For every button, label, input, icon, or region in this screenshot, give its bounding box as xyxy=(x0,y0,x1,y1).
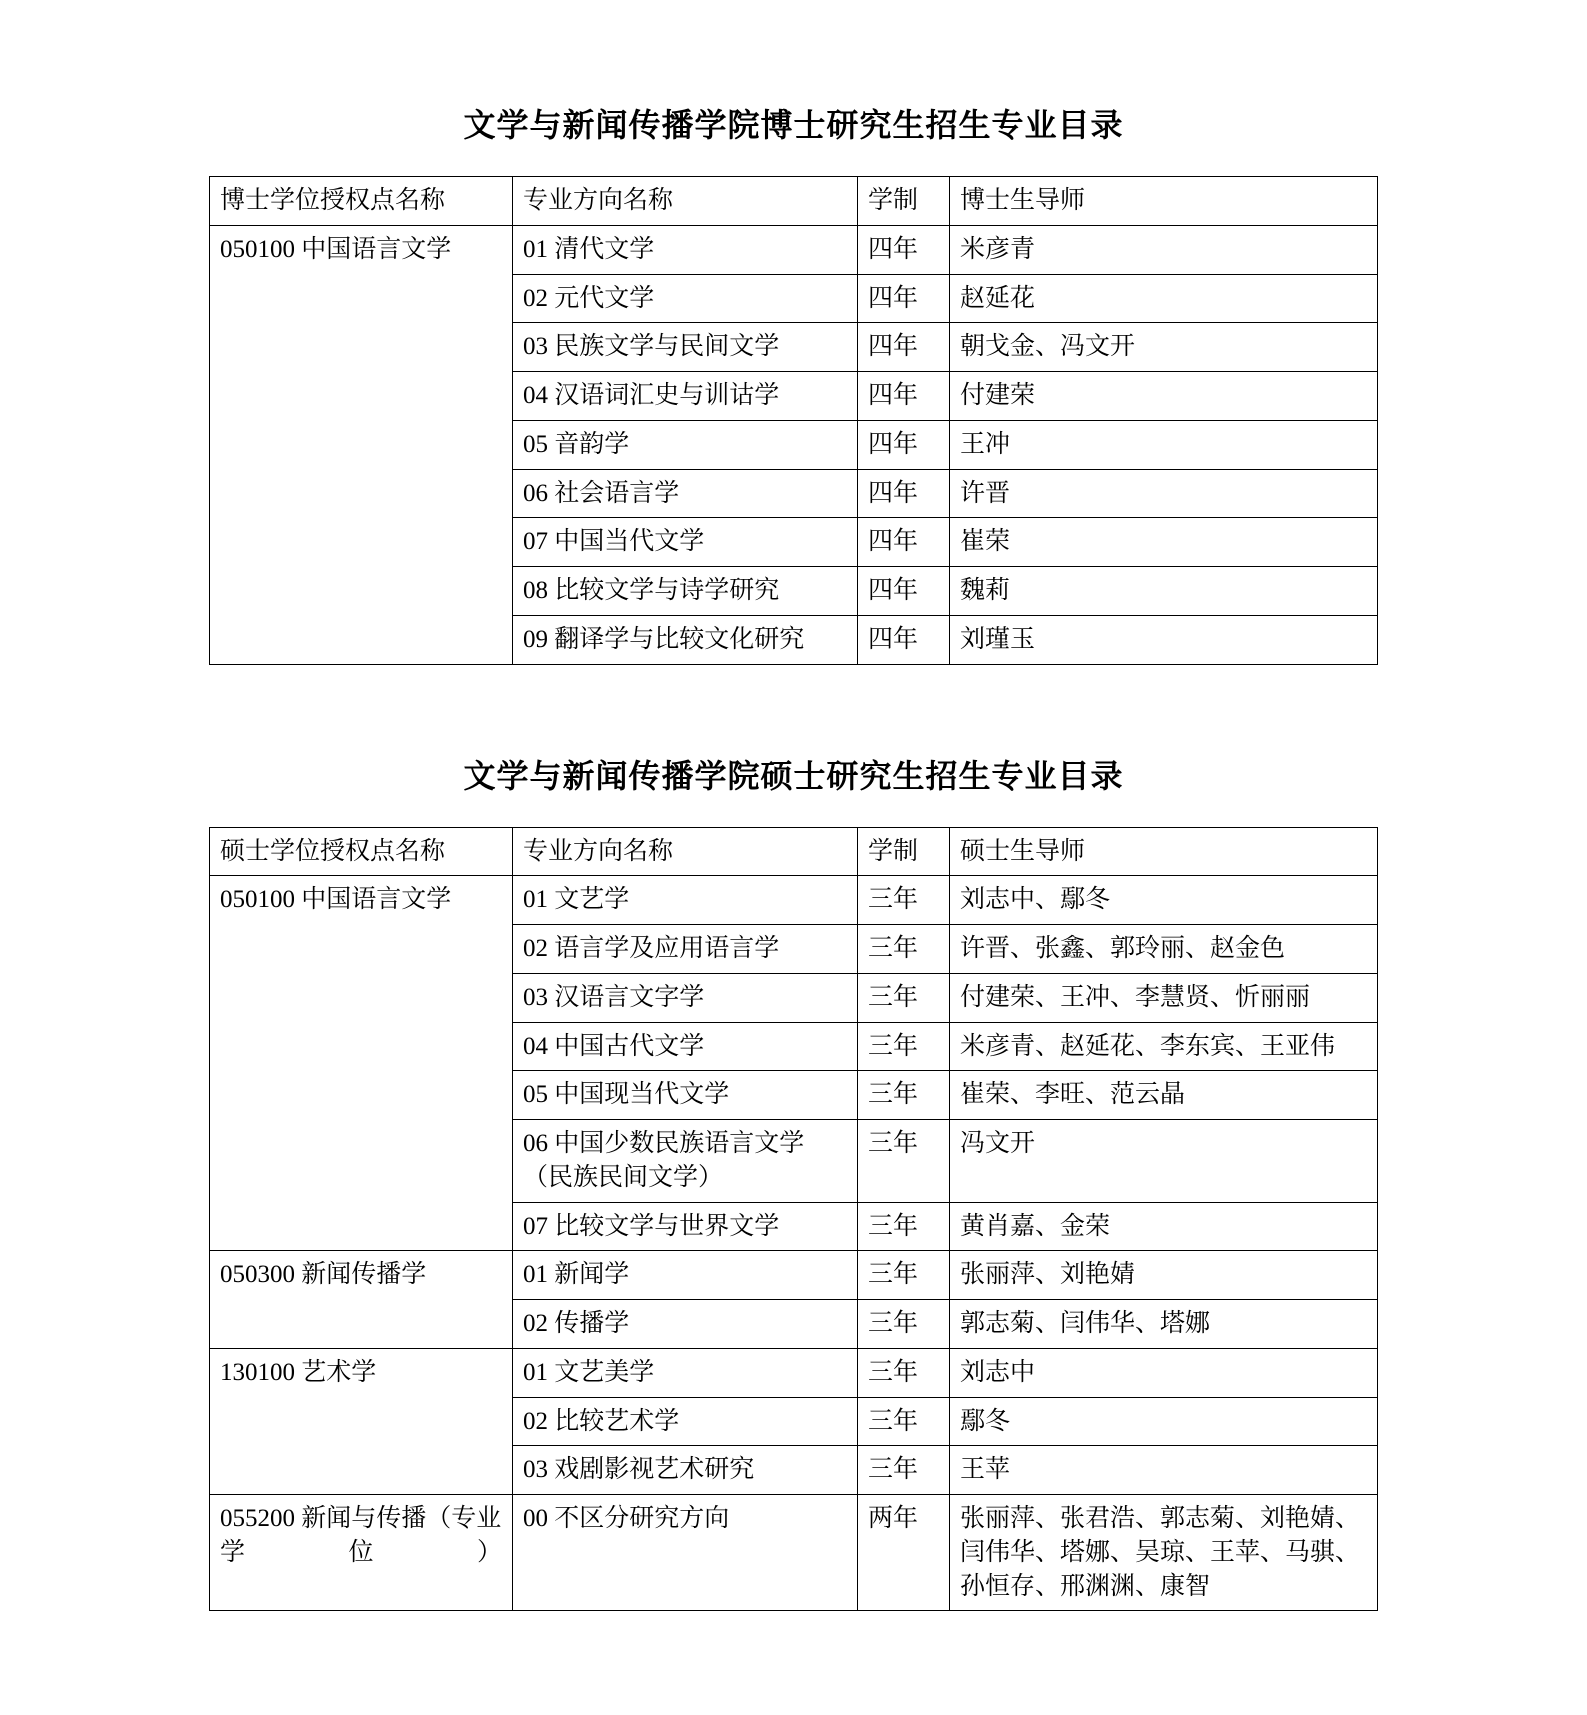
cell-years: 四年 xyxy=(858,323,950,372)
cell-advisors: 刘志中 xyxy=(950,1348,1378,1397)
cell-years: 三年 xyxy=(858,1071,950,1120)
cell-years: 三年 xyxy=(858,1446,950,1495)
cell-years: 四年 xyxy=(858,372,950,421)
table-row xyxy=(210,1495,1378,1611)
cell-years: 三年 xyxy=(858,1120,950,1203)
cell-advisors: 魏莉 xyxy=(950,567,1378,616)
cell-direction: 02 元代文学 xyxy=(513,274,858,323)
cell-advisors: 张丽萍、张君浩、郭志菊、刘艳婧、闫伟华、塔娜、吴琼、王苹、马骐、孙恒存、邢渊渊、康智 xyxy=(950,1495,1378,1611)
cell-years: 四年 xyxy=(858,420,950,469)
cell-direction: 00 不区分研究方向 xyxy=(513,1495,858,1611)
cell-advisors: 许晋、张鑫、郭玲丽、赵金色 xyxy=(950,925,1378,974)
cell-direction: 07 中国当代文学 xyxy=(513,518,858,567)
cell-advisors: 朝戈金、冯文开 xyxy=(950,323,1378,372)
cell-direction: 01 新闻学 xyxy=(513,1251,858,1300)
cell-advisors: 王苹 xyxy=(950,1446,1378,1495)
column-header-years: 学制 xyxy=(858,827,950,876)
table-row xyxy=(210,1251,1378,1300)
cell-advisors: 张丽萍、刘艳婧 xyxy=(950,1251,1378,1300)
cell-advisors: 米彦青、赵延花、李东宾、王亚伟 xyxy=(950,1022,1378,1071)
cell-advisors: 黄肖嘉、金荣 xyxy=(950,1202,1378,1251)
column-header-advisors: 硕士生导师 xyxy=(950,827,1378,876)
cell-years: 三年 xyxy=(858,1022,950,1071)
cell-direction: 01 文艺学 xyxy=(513,876,858,925)
column-header-major: 博士学位授权点名称 xyxy=(210,177,513,226)
doctoral-catalog-table xyxy=(209,176,1378,665)
cell-direction: 02 语言学及应用语言学 xyxy=(513,925,858,974)
cell-advisors: 付建荣、王冲、李慧贤、忻丽丽 xyxy=(950,973,1378,1022)
cell-years: 四年 xyxy=(858,274,950,323)
cell-direction: 09 翻译学与比较文化研究 xyxy=(513,615,858,664)
cell-advisors: 刘瑾玉 xyxy=(950,615,1378,664)
cell-direction: 02 传播学 xyxy=(513,1300,858,1349)
table-row xyxy=(210,1348,1378,1397)
column-header-major: 硕士学位授权点名称 xyxy=(210,827,513,876)
cell-advisors: 郭志菊、闫伟华、塔娜 xyxy=(950,1300,1378,1349)
table-row xyxy=(210,225,1378,274)
cell-direction: 03 戏剧影视艺术研究 xyxy=(513,1446,858,1495)
cell-advisors: 许晋 xyxy=(950,469,1378,518)
section-spacer xyxy=(160,665,1427,751)
cell-years: 三年 xyxy=(858,1348,950,1397)
cell-years: 三年 xyxy=(858,973,950,1022)
cell-years: 三年 xyxy=(858,1397,950,1446)
column-header-advisors: 博士生导师 xyxy=(950,177,1378,226)
cell-major: 130100 艺术学 xyxy=(210,1348,513,1494)
doctoral-catalog-title: 文学与新闻传播学院博士研究生招生专业目录 xyxy=(463,107,1124,143)
cell-direction: 04 中国古代文学 xyxy=(513,1022,858,1071)
cell-advisors: 崔荣、李旺、范云晶 xyxy=(950,1071,1378,1120)
cell-advisors: 刘志中、鄢冬 xyxy=(950,876,1378,925)
cell-years: 三年 xyxy=(858,1251,950,1300)
cell-years: 三年 xyxy=(858,1202,950,1251)
cell-advisors: 王冲 xyxy=(950,420,1378,469)
cell-direction: 01 清代文学 xyxy=(513,225,858,274)
cell-advisors: 崔荣 xyxy=(950,518,1378,567)
table-header-row xyxy=(210,827,1378,876)
table-header-row xyxy=(210,177,1378,226)
column-header-direction: 专业方向名称 xyxy=(513,177,858,226)
cell-major: 055200 新闻与传播（专业学位） xyxy=(210,1495,513,1611)
column-header-years: 学制 xyxy=(858,177,950,226)
master-catalog-title: 文学与新闻传播学院硕士研究生招生专业目录 xyxy=(463,757,1124,794)
cell-years: 两年 xyxy=(858,1495,950,1611)
master-catalog-table xyxy=(209,827,1378,1612)
cell-major: 050300 新闻传播学 xyxy=(210,1251,513,1349)
cell-direction: 01 文艺美学 xyxy=(513,1348,858,1397)
cell-direction: 06 中国少数民族语言文学（民族民间文学） xyxy=(513,1120,858,1203)
cell-direction: 06 社会语言学 xyxy=(513,469,858,518)
cell-direction: 02 比较艺术学 xyxy=(513,1397,858,1446)
cell-years: 三年 xyxy=(858,1300,950,1349)
cell-major: 050100 中国语言文学 xyxy=(210,225,513,664)
cell-advisors: 鄢冬 xyxy=(950,1397,1378,1446)
cell-direction: 07 比较文学与世界文学 xyxy=(513,1202,858,1251)
cell-direction: 05 中国现当代文学 xyxy=(513,1071,858,1120)
cell-advisors: 赵延花 xyxy=(950,274,1378,323)
cell-years: 四年 xyxy=(858,567,950,616)
cell-direction: 03 汉语言文字学 xyxy=(513,973,858,1022)
cell-years: 三年 xyxy=(858,925,950,974)
column-header-direction: 专业方向名称 xyxy=(513,827,858,876)
cell-advisors: 冯文开 xyxy=(950,1120,1378,1203)
cell-advisors: 米彦青 xyxy=(950,225,1378,274)
cell-years: 四年 xyxy=(858,518,950,567)
cell-advisors: 付建荣 xyxy=(950,372,1378,421)
cell-direction: 04 汉语词汇史与训诂学 xyxy=(513,372,858,421)
cell-years: 四年 xyxy=(858,469,950,518)
cell-major: 050100 中国语言文学 xyxy=(210,876,513,1251)
cell-direction: 03 民族文学与民间文学 xyxy=(513,323,858,372)
cell-years: 三年 xyxy=(858,876,950,925)
table-row xyxy=(210,876,1378,925)
cell-years: 四年 xyxy=(858,615,950,664)
cell-direction: 08 比较文学与诗学研究 xyxy=(513,567,858,616)
cell-years: 四年 xyxy=(858,225,950,274)
cell-direction: 05 音韵学 xyxy=(513,420,858,469)
